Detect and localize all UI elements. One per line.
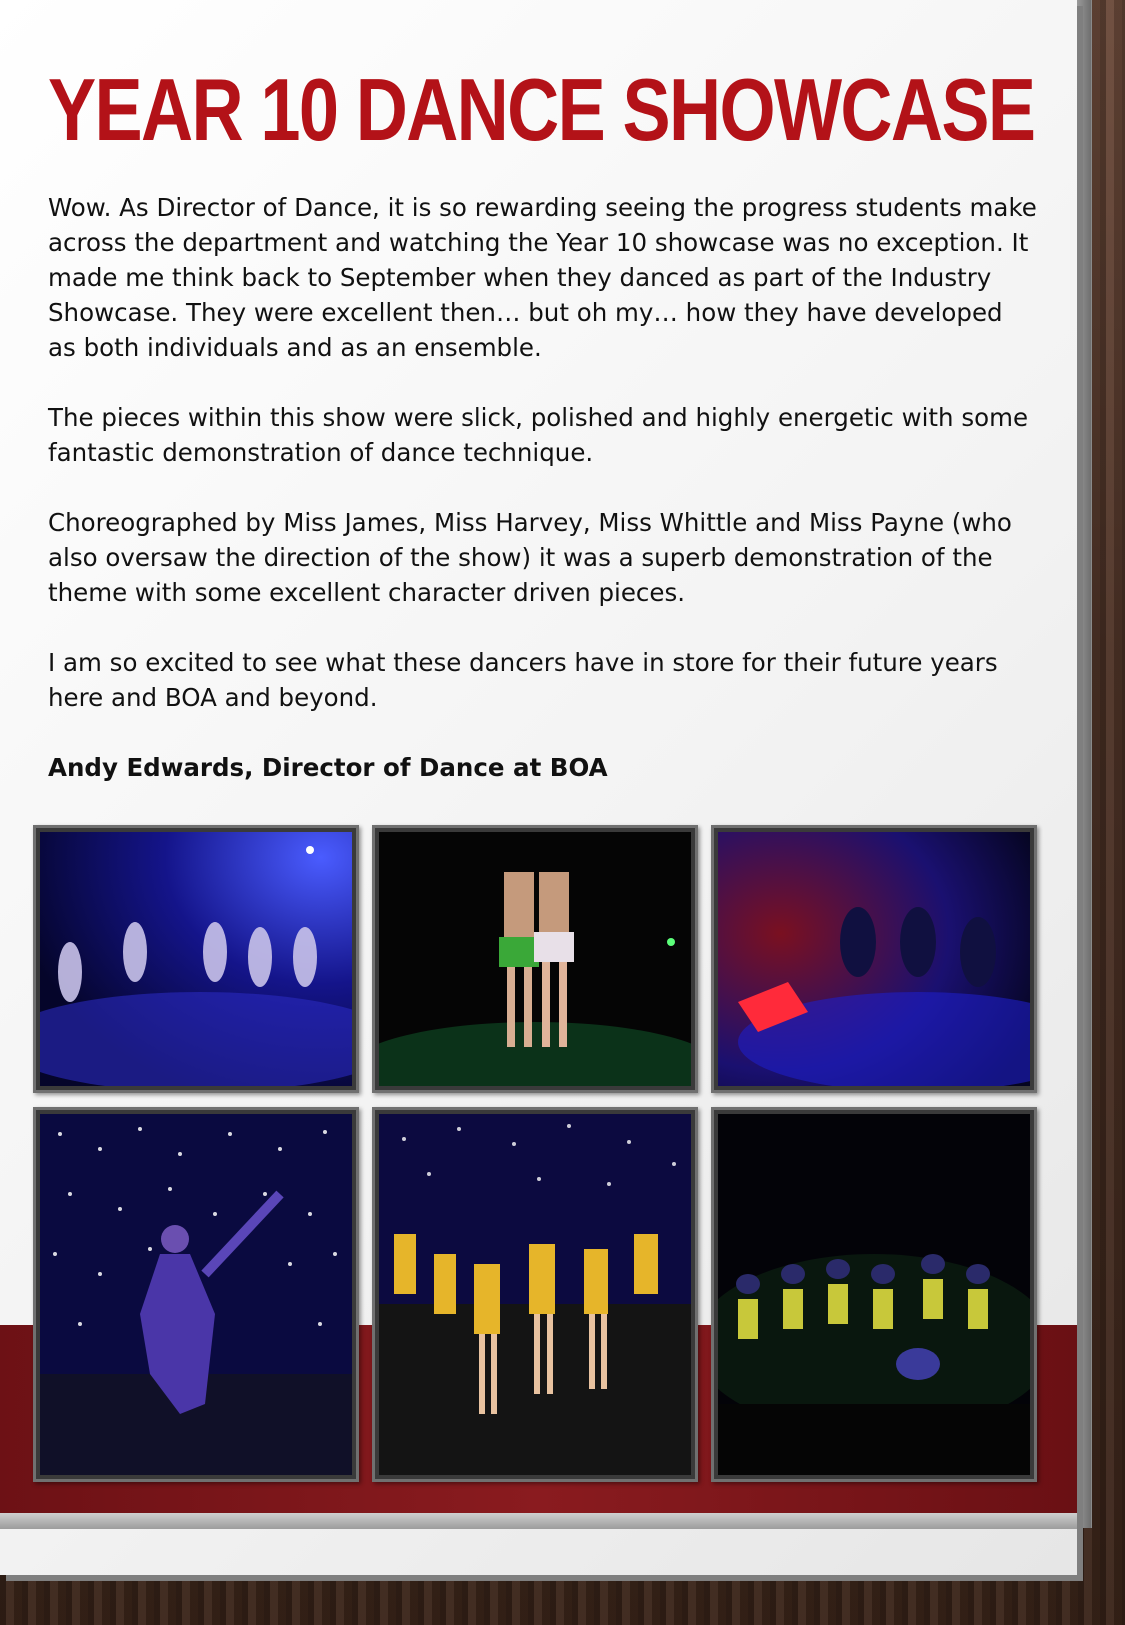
article-body [48,190,1038,820]
signature: Andy Edwards, Director of Dance at BOA [48,753,608,782]
paragraph-4: I am so excited to see what these dancers have in store for their future years here and BOA and beyond. [48,648,998,712]
photo-yellow-ensemble [372,1107,698,1482]
photo-red-blue-group [711,825,1037,1093]
paragraph-1: Wow. As Director of Dance, it is so rewarding seeing the progress students make across the department and watching the Year 10 showcase was no exception. It made me think back to September when they danced as part of the Industry Showcase. They were excellent then… but oh my… how they have developed as both individuals and as an ensemble. [48,193,1037,362]
photo-blue-ensemble [33,825,359,1093]
photo-duo [372,825,698,1093]
page-title: YEAR 10 DANCE SHOWCASE [48,60,1035,159]
photo-solo-stars [33,1107,359,1482]
page-edge [1077,0,1091,1528]
photo-dark-group [711,1107,1037,1482]
paragraph-2: The pieces within this show were slick, polished and highly energetic with some fantastic demonstration of dance technique. [48,403,1029,467]
band-bottom-edge [0,1513,1077,1529]
paragraph-3: Choreographed by Miss James, Miss Harvey, Miss Whittle and Miss Payne (who also oversaw the direction of the show) it was a superb demonstration of the theme with some excellent character driven pieces. [48,508,1012,607]
